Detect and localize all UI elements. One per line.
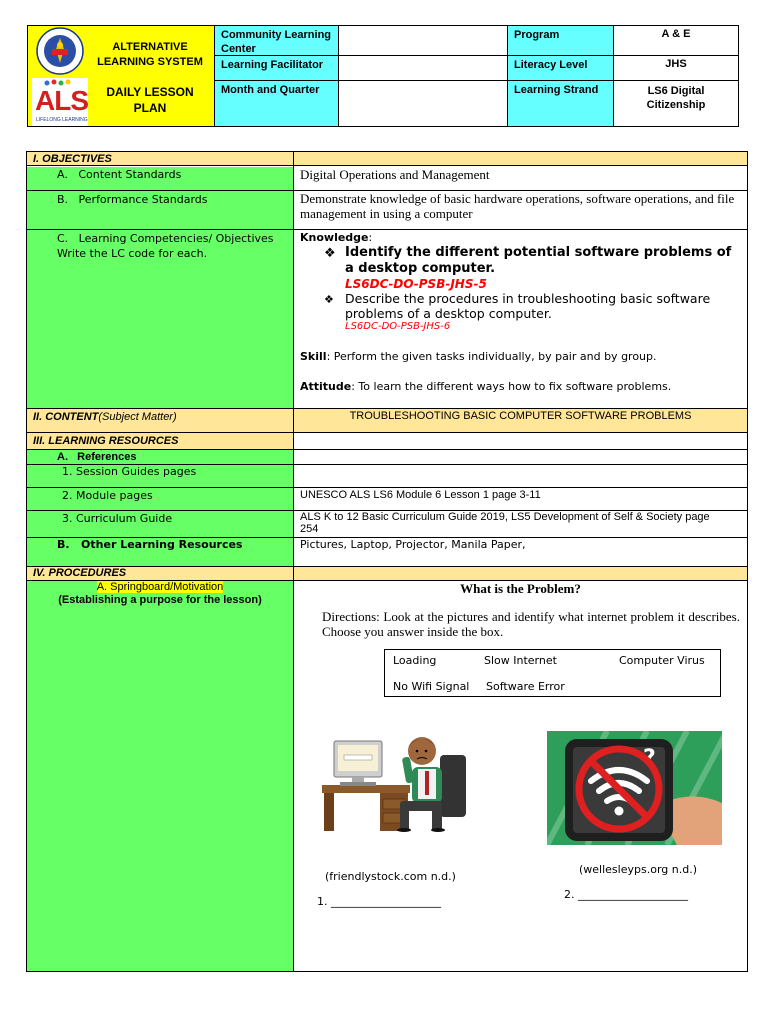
facilitator-label: Learning Facilitator — [221, 59, 324, 71]
program-value: A & E — [614, 28, 738, 54]
program-label: Program — [514, 29, 560, 41]
learning-competencies-label: C. Learning Competencies/ Objectives Write the LC code for each. — [57, 232, 274, 260]
month-quarter-label: Month and Quarter — [221, 84, 320, 96]
objective-bullet-2: Describe the procedures in troubleshooting basic software problems of a desktop computer. — [345, 291, 711, 321]
performance-standards-label: B. Performance Standards — [57, 193, 208, 206]
facilitator-value[interactable] — [339, 56, 507, 80]
als-logo-text: ALS — [35, 85, 88, 116]
divider — [338, 26, 339, 126]
resources-heading: III. LEARNING RESOURCES — [33, 435, 179, 447]
literacy-level-label: Literacy Level — [514, 59, 588, 71]
diamond-bullet-icon: ❖ — [324, 293, 334, 306]
doc-title-line2: PLAN — [133, 101, 167, 115]
learning-strand-value: LS6 Digital Citizenship — [638, 84, 714, 124]
divider — [613, 26, 614, 126]
header-brand-block — [28, 26, 214, 126]
objectives-heading-row — [27, 152, 747, 166]
skill-text: : Perform the given tasks individually, by pair and by group. — [326, 350, 657, 363]
skill-line — [300, 350, 740, 364]
springboard-block — [27, 581, 293, 607]
answer-blank-2[interactable]: 2. ____________________ — [564, 888, 688, 901]
choice-software-error: Software Error — [486, 680, 565, 693]
clc-value[interactable] — [339, 26, 507, 55]
image1-caption: (friendlystock.com n.d.) — [325, 870, 456, 883]
choice-no-wifi-signal: No Wifi Signal — [393, 680, 470, 693]
procedures-heading: IV. PROCEDURES — [33, 567, 127, 579]
clc-label: Community Learning Center — [221, 29, 332, 55]
diamond-bullet-icon: ❖ — [324, 246, 336, 261]
org-name-line1: ALTERNATIVE — [112, 41, 188, 53]
performance-standards-value: Demonstrate knowledge of basic hardware operations, software operations, and file management in using a computer — [300, 191, 735, 221]
springboard-label: A. Springboard/Motivation — [96, 581, 224, 593]
content-standards-label: A. Content Standards — [57, 168, 182, 181]
attitude-label: Attitude — [300, 380, 352, 393]
choice-loading: Loading — [393, 654, 437, 667]
curriculum-guide-value: ALS K to 12 Basic Curriculum Guide 2019, LS5 Development of Self & Society page 254 — [300, 511, 710, 535]
answer-blank-1[interactable]: 1. ____________________ — [317, 895, 441, 908]
org-name — [88, 40, 212, 70]
activity-directions: Directions: Look at the pictures and identify what internet problem it describes. Choose you answer inside the box. — [322, 609, 740, 639]
module-pages-value: UNESCO ALS LS6 Module 6 Lesson 1 page 3-11 — [300, 489, 541, 501]
springboard-sub: (Establishing a purpose for the lesson) — [58, 594, 262, 606]
month-quarter-value[interactable] — [339, 81, 507, 126]
org-name-line2: LEARNING SYSTEM — [97, 56, 203, 68]
curriculum-guide-label: 3. Curriculum Guide — [62, 512, 173, 525]
content-value: TROUBLESHOOTING BASIC COMPUTER SOFTWARE PROBLEMS — [349, 410, 692, 422]
learning-strand-label: Learning Strand — [514, 84, 599, 96]
choices-box — [384, 649, 721, 697]
activity-title: What is the Problem? — [460, 581, 581, 596]
divider — [27, 229, 747, 230]
als-logo-caption: LIFELONG LEARNING — [36, 117, 88, 123]
knowledge-label: Knowledge — [300, 231, 369, 244]
other-resources-value: Pictures, Laptop, Projector, Manila Paper, — [300, 538, 526, 551]
deped-seal-logo — [31, 27, 89, 75]
divider — [215, 80, 738, 81]
session-guides-value[interactable] — [300, 465, 740, 485]
knowledge-line — [300, 231, 372, 245]
choice-computer-virus: Computer Virus — [619, 654, 705, 667]
doc-title — [88, 84, 212, 116]
attitude-text: : To learn the different ways how to fix software problems. — [351, 380, 672, 393]
no-wifi-phone-image — [547, 731, 722, 845]
literacy-level-value: JHS — [614, 58, 738, 80]
divider — [293, 152, 294, 971]
other-resources-label: B. Other Learning Resources — [57, 538, 243, 551]
content-heading-main: II. CONTENT — [33, 411, 99, 423]
objective-code-1: LS6DC-DO-PSB-JHS-5 — [345, 277, 487, 291]
module-pages-label: 2. Module pages — [62, 489, 153, 502]
objective-bullet-1: Identify the different potential software problems of a desktop computer. — [345, 245, 732, 276]
attitude-line — [300, 380, 740, 394]
left-column-procedures — [27, 581, 293, 971]
objective-code-2: LS6DC-DO-PSB-JHS-6 — [345, 321, 451, 332]
choice-slow-internet: Slow Internet — [484, 654, 557, 667]
content-heading — [33, 410, 177, 424]
skill-label: Skill — [300, 350, 327, 363]
knowledge-colon: : — [368, 231, 373, 244]
content-standards-value: Digital Operations and Management — [300, 167, 490, 182]
divider — [507, 26, 508, 126]
procedures-heading-row — [27, 567, 747, 580]
divider — [215, 55, 738, 56]
svg-text:?: ? — [643, 746, 656, 771]
doc-title-line1: DAILY LESSON — [106, 85, 194, 99]
content-heading-sub: (Subject Matter) — [98, 411, 177, 423]
image2-caption: (wellesleyps.org n.d.) — [579, 863, 697, 876]
objectives-heading: I. OBJECTIVES — [33, 153, 112, 165]
session-guides-label: 1. Session Guides pages — [62, 465, 197, 478]
als-logo — [32, 78, 88, 126]
references-label: A. References — [57, 451, 137, 463]
frustrated-man-computer-image — [320, 727, 470, 832]
